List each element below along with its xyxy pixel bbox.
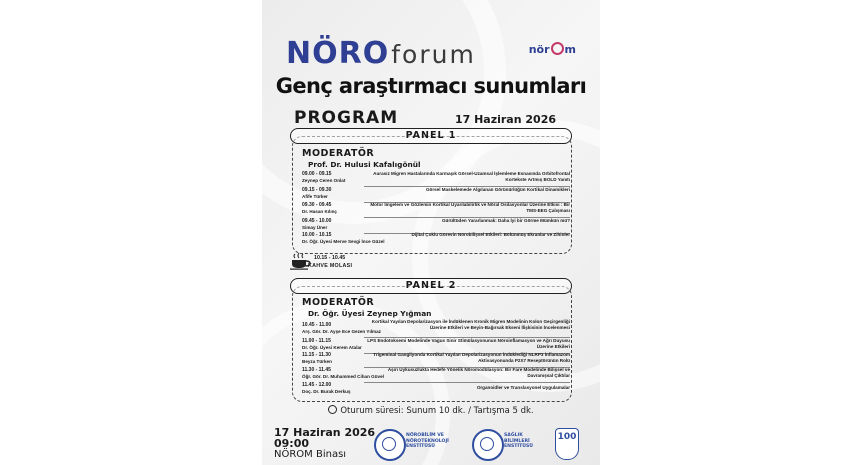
slot-title: Trigeminal Gangliyonda Kortikal Yayılan Depolarizasyonun İndüklediği NLRP3 İnflamazom Aktivasyonunda P2X7 Reseptörünün Rolü	[373, 352, 570, 363]
slot-time: 11.15 - 11.30	[302, 352, 331, 358]
schedule-row	[302, 352, 570, 367]
institute-2-name: SAĞLIK BİLİMLERİ ENSTİTÜSÜ	[504, 433, 534, 449]
slot-title: Görsel Maskelemede Algılanan Görünürlüğün Kortikal Dinamikleri	[425, 187, 570, 192]
slot-title: Dijital Çoklu Görevin Nörobilişsel Etkileri: Bölünmüş Ekranlar ve Zihinler	[411, 232, 570, 237]
slot-time: 10.45 - 11.00	[302, 322, 332, 328]
slot-speaker: Öğr. Gör. Dr. Muhammed Cihan Güvel	[302, 374, 384, 379]
slot-speaker: Dr. Öğr. Üyesi Merve Sevgi İnce Güzel	[302, 239, 385, 244]
slot-title: Kortikal Yayılan Depolarizasyon ile İndüklenen Kronik Migren Modelinin Kolon Geçirgenliği Üzerine Etkileri ve Beyin-Bağırsak Ekseni İlişkisinin İncelenmesi	[371, 319, 570, 330]
schedule-row	[302, 382, 570, 397]
slot-speaker: Dr. Hasan Kılınç	[302, 209, 337, 214]
poster-headline: Genç araştırmacı sunumları	[275, 74, 587, 98]
health-sciences-institute-seal-icon	[472, 429, 504, 461]
slot-time: 11.30 - 11.45	[302, 367, 331, 373]
slot-title: LPS Endotoksemi Modelinde Vagus Sinir Stimülasyonunun Nöroinflamasyon ve Ağrı Duyusu Üzerine Etkileri	[367, 338, 570, 349]
schedule-row	[302, 218, 570, 233]
footer-date: 17 Haziran 2026	[274, 426, 376, 439]
slot-title: Aşırı Uykusuzlukta Hedefe Yönelik Nöromodülasyon: Bir Fare Modelinde Bilişsel ve Davranışsal Çıktılar	[387, 367, 570, 378]
slot-time: 11.45 - 12.00	[302, 382, 332, 388]
schedule-row	[302, 187, 570, 202]
norom-logo: nör m	[528, 43, 576, 56]
schedule-row	[302, 319, 570, 337]
panel-2-moderator-label: MODERATÖR	[302, 297, 375, 308]
schedule-row	[302, 232, 570, 247]
slot-time: 09.15 - 09.30	[302, 187, 332, 193]
panel-2-header: PANEL 2	[290, 278, 572, 294]
footer-venue: NÖROM Binası	[274, 449, 347, 460]
slot-time: 10.00 - 10.15	[302, 232, 332, 238]
slot-speaker: Simay Üner	[302, 225, 328, 230]
panel-1-moderator-name: Prof. Dr. Hulusi Kafalıgönül	[308, 160, 421, 169]
break-time: 10.15 - 10.45	[314, 255, 346, 261]
schedule-row	[302, 202, 570, 217]
slot-speaker: Doç. Dr. Burak Derkuş	[302, 389, 351, 394]
panel-1-header: PANEL 1	[290, 128, 572, 144]
note-text: Oturum süresi: Sunum 10 dk. / Tartışma 5 dk.	[340, 406, 534, 416]
slot-title: Motor İmgelem ve Gözlemin Kortikal Uyarılabilirlik ve Nöral Osilasyonlar Üzerine Etkisi : Bir TMS-EEG Çalışması	[370, 202, 570, 213]
neuroscience-institute-seal-icon	[374, 429, 406, 461]
event-poster	[262, 0, 600, 465]
program-title: PROGRAM	[294, 108, 399, 128]
footer-time: 09:00	[274, 437, 310, 450]
panel-1-moderator-label: MODERATÖR	[302, 148, 375, 159]
brand-noro: NÖRO	[286, 36, 390, 71]
session-duration-note	[262, 405, 600, 416]
slot-time: 09.45 - 10.00	[302, 218, 332, 224]
stopwatch-icon	[328, 405, 337, 414]
slot-title: Gürültüden Yararlanmak: Daha İyi bir Görme Mümkün mü?	[441, 218, 570, 223]
program-date: 17 Haziran 2026	[454, 113, 556, 126]
centennial-logo: 100	[555, 428, 579, 460]
slot-title: Organoidler ve Translasyonel Uygulamalar	[476, 385, 570, 390]
institute-1-name: NÖROBİLİM VE NÖROTEKNOLOJİ ENSTİTÜSÜ	[406, 433, 449, 449]
slot-speaker: Afife Türker	[302, 194, 328, 199]
slot-time: 09.00 - 09.15	[302, 171, 332, 177]
slot-title: Aurasız Migren Hastalarında Karmaşık Görsel-Uzamsal İşlemleme Esnasında Orbitofrontal Kortekste Artmış BOLD Yanıtı	[373, 171, 570, 182]
slot-time: 11.00 - 11.15	[302, 338, 331, 344]
slot-speaker: Arş. Gör. Dr. Ayşe Ece Gezen Yılmaz	[302, 329, 381, 334]
schedule-row	[302, 367, 570, 382]
panel-2-moderator-name: Dr. Öğr. Üyesi Zeynep Yığman	[308, 309, 432, 318]
slot-speaker: Dr. Öğr. Üyesi Kerem Atalar	[302, 345, 362, 350]
schedule-row	[302, 171, 570, 186]
brand-forum: forum	[391, 40, 476, 69]
schedule-row	[302, 338, 570, 353]
logo-ring-icon	[551, 42, 564, 55]
slot-time: 09.30 - 09.45	[302, 202, 332, 208]
break-label: KAHVE MOLASI	[308, 263, 353, 269]
slot-speaker: Beyza Türken	[302, 359, 332, 364]
slot-speaker: Zeynep Ceren Onlat	[302, 178, 346, 183]
